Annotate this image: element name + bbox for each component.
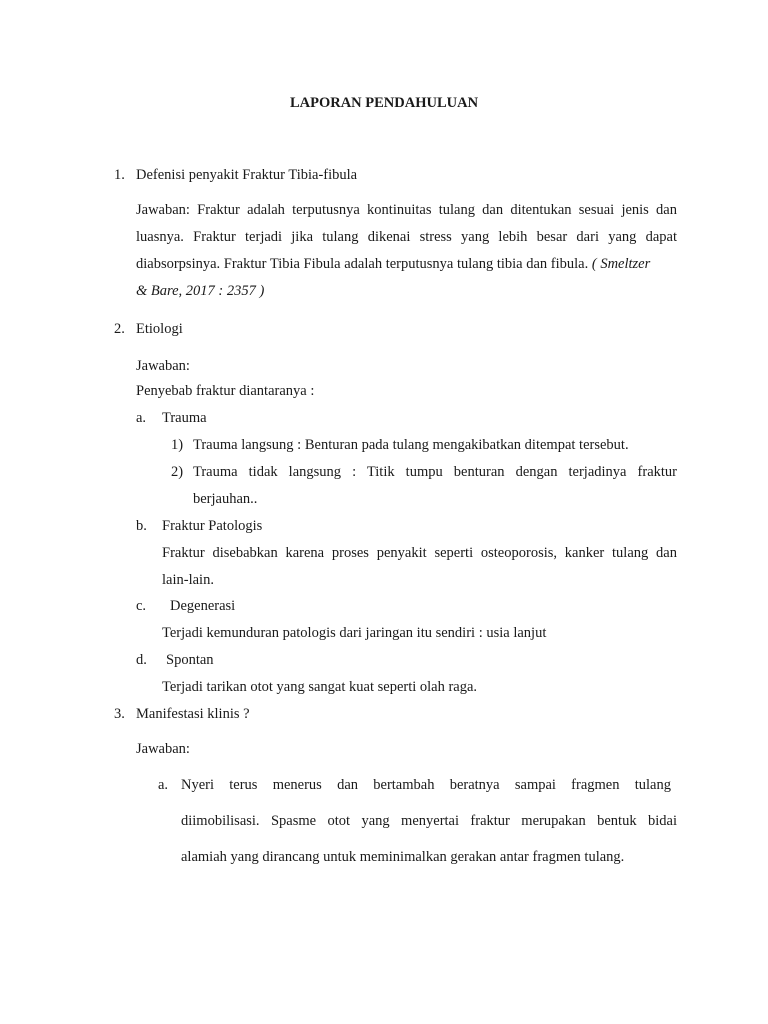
section-2-number: 2. — [114, 321, 125, 337]
item-a-1-number: 1) — [171, 437, 184, 453]
item-b-text-line-1: Fraktur disebabkan karena proses penyakit seperti osteoporosis, kanker tulang dan — [162, 545, 677, 561]
section-3-number: 3. — [114, 706, 125, 722]
item-a-letter: a. — [136, 410, 147, 426]
document-title: LAPORAN PENDAHULUAN — [289, 95, 479, 111]
section-3-item-a-line-2: diimobilisasi. Spasme otot yang menyertai fraktur merupakan bentuk bidai — [181, 813, 677, 829]
item-d-text: Terjadi tarikan otot yang sangat kuat seperti olah raga. — [162, 679, 478, 695]
section-1-answer-text: diabsorpsinya. Fraktur Tibia Fibula adalah terputusnya tulang tibia dan fibula. — [136, 256, 589, 272]
section-2-jawaban: Jawaban: — [136, 358, 190, 374]
item-a-1-text: Trauma langsung : Benturan pada tulang mengakibatkan ditempat tersebut. — [193, 437, 629, 453]
citation-part-2: & Bare, 2017 : 2357 ) — [136, 283, 265, 299]
section-3-jawaban: Jawaban: — [136, 741, 190, 757]
item-d-label: Spontan — [166, 652, 214, 668]
item-a-2-text-line-2: berjauhan.. — [193, 491, 258, 507]
item-a-2-text-line-1: Trauma tidak langsung : Titik tumpu benturan dengan terjadinya fraktur — [193, 464, 677, 480]
section-3-item-a-line-1: Nyeri terus menerus dan bertambah beratnya sampai fragmen tulang — [181, 777, 671, 793]
section-1-number: 1. — [114, 167, 125, 183]
section-1-answer-line-2: luasnya. Fraktur terjadi jika tulang dikenai stress yang lebih besar dari yang dapat — [136, 229, 677, 245]
item-b-label: Fraktur Patologis — [162, 518, 263, 534]
section-1-answer-line-1: Jawaban: Fraktur adalah terputusnya kontinuitas tulang dan ditentukan sesuai jenis dan — [136, 202, 677, 218]
section-2-intro: Penyebab fraktur diantaranya : — [136, 383, 315, 399]
section-1-heading: Defenisi penyakit Fraktur Tibia-fibula — [136, 167, 358, 183]
item-a-2-number: 2) — [171, 464, 184, 480]
citation-part-1: ( Smeltzer — [591, 256, 651, 272]
item-a-label: Trauma — [162, 410, 207, 426]
item-b-letter: b. — [136, 518, 147, 534]
item-c-text: Terjadi kemunduran patologis dari jaringan itu sendiri : usia lanjut — [162, 625, 547, 641]
section-3-heading: Manifestasi klinis ? — [136, 706, 250, 722]
item-d-letter: d. — [136, 652, 147, 668]
item-c-letter: c. — [136, 598, 147, 614]
section-3-item-a-line-3: alamiah yang dirancang untuk meminimalkan gerakan antar fragmen tulang. — [181, 849, 625, 865]
section-2-heading: Etiologi — [136, 321, 183, 337]
section-3-item-a-letter: a. — [158, 777, 169, 793]
item-c-label: Degenerasi — [170, 598, 236, 614]
item-b-text-line-2: lain-lain. — [162, 572, 214, 588]
section-1-citation-line — [136, 282, 264, 300]
section-1-answer-line-3 — [136, 255, 677, 273]
